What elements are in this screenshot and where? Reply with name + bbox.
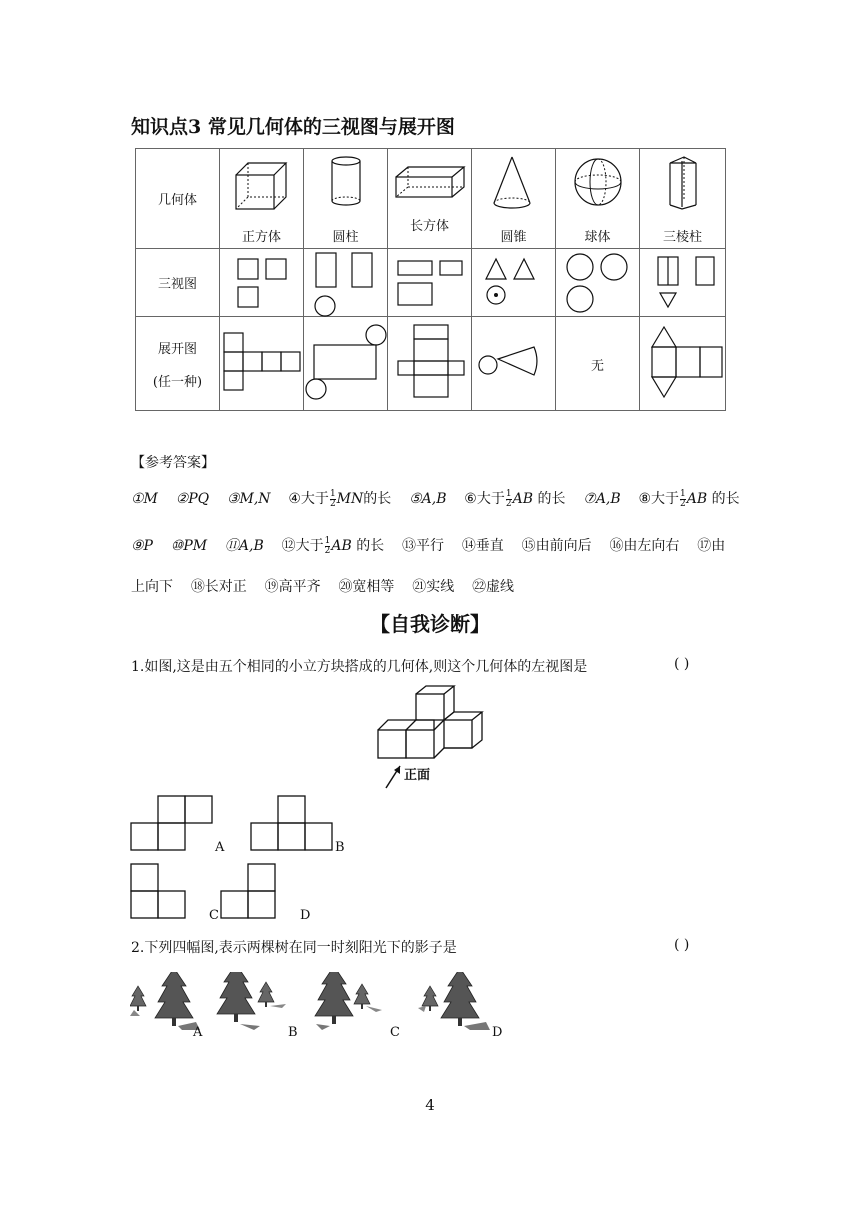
- prism-net-cell: [640, 317, 726, 411]
- cube-net: [220, 317, 304, 411]
- option-a-label: A: [215, 840, 225, 855]
- row-label-nets-line2: (任一种): [152, 374, 203, 390]
- answer-17: ⑰由: [697, 538, 726, 554]
- question-1-answer-blank: ( ): [674, 656, 690, 672]
- solid-label-prism: 三棱柱: [662, 230, 702, 245]
- answer-13: ⑬平行: [402, 538, 444, 554]
- tree-option-b-label: B: [288, 1025, 298, 1040]
- prism-net: [640, 317, 726, 411]
- table-row-nets: [136, 317, 726, 411]
- answer-19: ⑲高平齐: [264, 579, 321, 595]
- fraction-numerator: 1: [324, 535, 331, 546]
- answer-15: ⑮由前向后: [521, 538, 592, 554]
- cylinder-three-views: [304, 249, 388, 317]
- answers-line-3: [131, 576, 514, 596]
- answer-12-var: AB: [331, 538, 352, 554]
- tree-option-b: [217, 972, 286, 1030]
- option-a-figure: [130, 794, 220, 854]
- tree-option-d-label: D: [492, 1025, 503, 1040]
- answer-18: ⑱长对正: [190, 579, 247, 595]
- answer-21: ㉑实线: [412, 579, 455, 595]
- answers-title: 【参考答案】: [131, 455, 215, 471]
- cone-views-cell: [472, 249, 556, 317]
- section-heading: 知识点3 常见几何体的三视图与展开图: [131, 116, 455, 138]
- cell-cuboid: [388, 149, 472, 249]
- table-row-solids: [136, 149, 726, 249]
- table-row-views: [136, 249, 726, 317]
- cylinder-net: [304, 317, 388, 411]
- tree-option-d: [418, 972, 490, 1030]
- solid-label-cuboid: 长方体: [409, 219, 449, 234]
- sphere-net-none: 无: [590, 359, 604, 374]
- answer-1: ①M: [131, 491, 158, 507]
- solid-label-cylinder: 圆柱: [332, 230, 359, 245]
- question-2-tree-figures: [130, 972, 530, 1036]
- answer-6-suffix: 的长: [537, 491, 566, 507]
- answer-12-suffix: 的长: [356, 538, 385, 554]
- cylinder-views-cell: [304, 249, 388, 317]
- row-label-nets: [136, 317, 220, 411]
- answer-4-suffix: 的长: [363, 491, 392, 507]
- question-2-answer-blank: ( ): [674, 937, 690, 953]
- row-label-solid: 几何体: [136, 149, 220, 249]
- cuboid-three-views: [388, 249, 472, 317]
- answer-9: ⑨P: [131, 538, 153, 554]
- tree-option-c-label: C: [390, 1025, 400, 1040]
- fraction-numerator: 1: [329, 488, 336, 499]
- answer-20: ⑳宽相等: [338, 579, 395, 595]
- option-d-figure: [220, 862, 280, 922]
- cell-prism: [640, 149, 726, 249]
- answer-8-var: AB: [686, 491, 708, 507]
- solid-label-sphere: 球体: [584, 230, 611, 245]
- cube-net-cell: [220, 317, 304, 411]
- question-2-text: 2.下列四幅图,表示两棵树在同一时刻阳光下的影子是: [131, 940, 457, 956]
- cell-cube: [220, 149, 304, 249]
- fraction-numerator: 1: [505, 488, 512, 499]
- cone-net: [472, 317, 556, 411]
- tree-option-a: [130, 972, 200, 1030]
- cuboid-net-cell: [388, 317, 472, 411]
- answer-4-prefix: ④大于: [288, 491, 329, 507]
- solid-label-cube: 正方体: [241, 230, 281, 245]
- answer-7: ⑦A,B: [583, 491, 621, 507]
- fraction-half: [325, 537, 331, 556]
- geometry-table: [135, 148, 726, 411]
- sphere-net-cell: [556, 317, 640, 411]
- row-label-nets-line1: 展开图: [157, 341, 197, 357]
- answer-2: ②PQ: [175, 491, 210, 507]
- fraction-half: [680, 490, 686, 509]
- sphere-views-cell: [556, 249, 640, 317]
- answers-line-1: [131, 488, 740, 509]
- answer-16: ⑯由左向右: [609, 538, 680, 554]
- tree-option-c: [315, 972, 382, 1030]
- prism-three-views: [640, 249, 726, 317]
- cuboid-solid-figure: [388, 149, 472, 249]
- option-b-figure: [250, 794, 340, 854]
- fraction-denominator: 2: [505, 498, 512, 509]
- fraction-denominator: 2: [329, 498, 336, 509]
- fraction-numerator: 1: [680, 488, 686, 499]
- cube-views-cell: [220, 249, 304, 317]
- answer-5: ⑤A,B: [409, 491, 447, 507]
- answer-22: ㉒虚线: [472, 579, 515, 595]
- fraction-half: [330, 490, 336, 509]
- prism-views-cell: [640, 249, 726, 317]
- answer-6-var: AB: [512, 491, 533, 507]
- answer-8-suffix: 的长: [711, 491, 740, 507]
- answer-3: ③M,N: [226, 491, 271, 507]
- front-label: 正面: [404, 768, 431, 783]
- answer-10: ⑩PM: [170, 538, 208, 554]
- question-1-text: 1.如图,这是由五个相同的小立方块搭成的几何体,则这个几何体的左视图是: [131, 659, 588, 675]
- page-number: 4: [425, 1096, 435, 1114]
- answer-8-prefix: ⑧大于: [638, 491, 680, 507]
- cube-three-views: [220, 249, 304, 317]
- option-d-label: D: [300, 908, 311, 923]
- answer-6-prefix: ⑥大于: [464, 491, 505, 507]
- cone-net-cell: [472, 317, 556, 411]
- solid-label-cone: 圆锥: [500, 230, 527, 245]
- answers-line-2: [131, 535, 725, 556]
- cuboid-views-cell: [388, 249, 472, 317]
- option-b-label: B: [335, 840, 345, 855]
- cylinder-net-cell: [304, 317, 388, 411]
- diagnosis-title: 【自我诊断】: [370, 612, 490, 636]
- cuboid-net: [388, 317, 472, 411]
- fraction-half: [506, 490, 512, 509]
- cell-cone: [472, 149, 556, 249]
- answer-11: ⑪A,B: [224, 538, 264, 554]
- option-c-figure: [130, 862, 190, 922]
- answer-17-continued: 上向下: [131, 579, 173, 595]
- row-label-views: 三视图: [136, 249, 220, 317]
- cell-cylinder: [304, 149, 388, 249]
- answer-4-var: MN: [336, 491, 364, 507]
- answer-14: ⑭垂直: [461, 538, 504, 554]
- cone-three-views: [472, 249, 556, 317]
- sphere-three-views: [556, 249, 640, 317]
- fraction-denominator: 2: [324, 545, 331, 556]
- fraction-denominator: 2: [680, 498, 686, 509]
- option-c-label: C: [209, 908, 219, 923]
- answer-12-prefix: ⑫大于: [281, 538, 324, 554]
- cell-sphere: [556, 149, 640, 249]
- tree-option-a-label: A: [193, 1025, 203, 1040]
